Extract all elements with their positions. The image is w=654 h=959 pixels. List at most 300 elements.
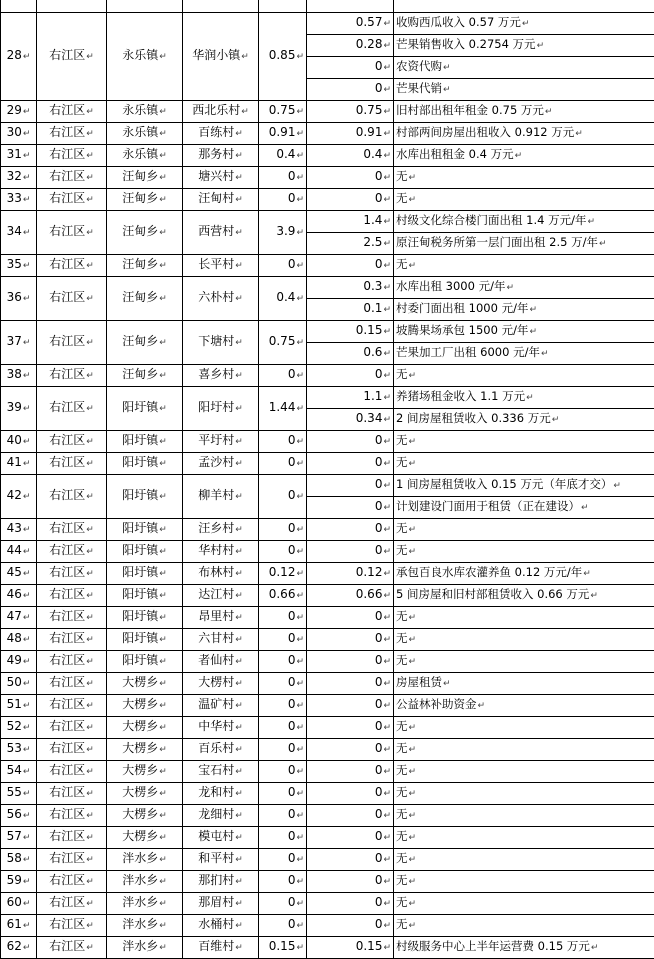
district-cell: 右江区↵ — [37, 167, 107, 189]
district-cell-text: 右江区 — [49, 631, 85, 645]
item-amount-cell-text: 0 — [375, 917, 383, 931]
item-description-cell: 无↵ — [394, 453, 654, 475]
item-description-cell-text: 无 — [396, 807, 408, 821]
town-cell-text: 永乐镇 — [122, 147, 158, 161]
item-amount-cell: 0↵ — [307, 849, 394, 871]
row-number: 52↵ — [1, 717, 37, 739]
total-income-cell-text: 0 — [288, 543, 296, 557]
village-cell-text: 布林村 — [198, 565, 234, 579]
town-cell-text: 阳圩镇 — [122, 609, 158, 623]
item-description-cell: 原汪甸税务所第一层门面出租 2.5 万/年↵ — [394, 233, 654, 255]
item-description-cell-text: 村委门面出租 1000 元/年 — [396, 301, 528, 315]
row-number: 48↵ — [1, 629, 37, 651]
town-cell-text: 大楞乡 — [122, 807, 158, 821]
item-amount-cell: 0↵ — [307, 519, 394, 541]
town-cell-text: 阳圩镇 — [122, 521, 158, 535]
village-cell: 百维村↵ — [183, 937, 259, 959]
item-amount-cell-text: 1.4 — [363, 213, 382, 227]
village-cell-text: 那扪村 — [198, 873, 234, 887]
item-amount-cell: 0↵ — [307, 475, 394, 497]
item-description-cell-text: 无 — [396, 543, 408, 557]
town-cell: 汪甸乡↵ — [107, 255, 183, 277]
district-cell-text: 右江区 — [49, 587, 85, 601]
item-amount-cell-text: 0 — [375, 543, 383, 557]
item-description-cell-text: 旧村部出租年租金 0.75 万元 — [396, 103, 544, 117]
table-row — [1, 541, 654, 563]
table-row-top-cut — [1, 0, 654, 13]
item-description-cell: 农资代购↵ — [394, 57, 654, 79]
town-cell: 泮水乡↵ — [107, 849, 183, 871]
table-row — [1, 255, 654, 277]
item-description-cell: 5 间房屋和旧村部租赁收入 0.66 万元↵ — [394, 585, 654, 607]
row-number-text: 62 — [7, 939, 22, 953]
table-row — [1, 431, 654, 453]
village-cell: 者仙村↵ — [183, 651, 259, 673]
row-number-text: 53 — [7, 741, 22, 755]
town-cell-text: 大楞乡 — [122, 829, 158, 843]
item-amount-cell: 0.3↵ — [307, 277, 394, 299]
district-cell-text: 右江区 — [49, 543, 85, 557]
item-description-cell: 村级文化综合楼门面出租 1.4 万元/年↵ — [394, 211, 654, 233]
town-cell-text: 大楞乡 — [122, 697, 158, 711]
town-cell-text: 阳圩镇 — [122, 543, 158, 557]
item-amount-cell-text: 0 — [375, 477, 383, 491]
table-row — [1, 475, 654, 497]
row-number-text: 45 — [7, 565, 22, 579]
table-row — [1, 937, 654, 959]
row-number: 57↵ — [1, 827, 37, 849]
row-number: 39↵ — [1, 387, 37, 431]
town-cell: 阳圩镇↵ — [107, 585, 183, 607]
town-cell: 大楞乡↵ — [107, 827, 183, 849]
item-description-cell: 芒果代销↵ — [394, 79, 654, 101]
item-amount-cell-text: 0.57 — [356, 15, 383, 29]
table-row — [1, 13, 654, 35]
town-cell-text: 大楞乡 — [122, 741, 158, 755]
district-cell-text: 右江区 — [49, 224, 85, 238]
table-row — [1, 387, 654, 409]
district-cell: 右江区↵ — [37, 387, 107, 431]
total-income-cell-text: 0.66 — [269, 587, 296, 601]
table-row — [1, 145, 654, 167]
item-description-cell-text: 1 间房屋租赁收入 0.15 万元（年底才交） — [396, 477, 612, 491]
total-income-cell: 0↵ — [259, 255, 307, 277]
item-amount-cell-text: 0 — [375, 807, 383, 821]
village-cell-text: 平圩村 — [198, 433, 234, 447]
item-amount-cell: 0.28↵ — [307, 35, 394, 57]
item-description-cell-text: 无 — [396, 917, 408, 931]
village-cell: 长平村↵ — [183, 255, 259, 277]
total-income-cell: 0↵ — [259, 651, 307, 673]
town-cell-text: 阳圩镇 — [122, 433, 158, 447]
item-description-cell-text: 5 间房屋和旧村部租赁收入 0.66 万元 — [396, 587, 589, 601]
item-amount-cell-text: 0 — [375, 433, 383, 447]
table-row — [1, 123, 654, 145]
village-cell-text: 那眉村 — [198, 895, 234, 909]
total-income-cell: 0↵ — [259, 761, 307, 783]
row-number: 47↵ — [1, 607, 37, 629]
district-cell-text: 右江区 — [49, 103, 85, 117]
row-number-text: 44 — [7, 543, 22, 557]
row-number-text: 60 — [7, 895, 22, 909]
item-description-cell-text: 承包百良水库农灌养鱼 0.12 万元/年 — [396, 565, 582, 579]
table-row — [1, 629, 654, 651]
district-cell-text: 右江区 — [49, 565, 85, 579]
total-income-cell: 0↵ — [259, 519, 307, 541]
village-cell-text: 龙和村 — [198, 785, 234, 799]
district-cell: 右江区↵ — [37, 937, 107, 959]
town-cell: 永乐镇↵ — [107, 13, 183, 101]
district-cell: 右江区↵ — [37, 123, 107, 145]
total-income-cell-text: 0 — [288, 807, 296, 821]
total-income-cell: 1.44↵ — [259, 387, 307, 431]
district-cell: 右江区↵ — [37, 827, 107, 849]
item-amount-cell-text: 1.1 — [363, 389, 382, 403]
row-number: 56↵ — [1, 805, 37, 827]
table-row — [1, 739, 654, 761]
row-number: 62↵ — [1, 937, 37, 959]
item-description-cell-text: 无 — [396, 719, 408, 733]
town-cell: 泮水乡↵ — [107, 871, 183, 893]
district-cell: 右江区↵ — [37, 563, 107, 585]
row-number: 37↵ — [1, 321, 37, 365]
row-number-text: 49 — [7, 653, 22, 667]
row-number-text: 38 — [7, 367, 22, 381]
item-description-cell: 芒果销售收入 0.2754 万元↵ — [394, 35, 654, 57]
village-cell: 孟沙村↵ — [183, 453, 259, 475]
item-amount-cell: 1.4↵ — [307, 211, 394, 233]
row-number: 53↵ — [1, 739, 37, 761]
row-number: 29↵ — [1, 101, 37, 123]
item-description-cell-text: 水库出租租金 0.4 万元 — [396, 147, 514, 161]
total-income-cell: 0↵ — [259, 849, 307, 871]
item-amount-cell: 0↵ — [307, 541, 394, 563]
total-income-cell-text: 0.4 — [276, 147, 295, 161]
total-income-cell-text: 0.4 — [276, 290, 295, 304]
item-amount-cell: 0.91↵ — [307, 123, 394, 145]
item-description-cell-text: 无 — [396, 785, 408, 799]
village-cell-text: 阳圩村 — [198, 400, 234, 414]
item-description-cell: 水库出租租金 0.4 万元↵ — [394, 145, 654, 167]
town-cell: 汪甸乡↵ — [107, 321, 183, 365]
table-row — [1, 607, 654, 629]
item-description-cell-text: 村级服务中心上半年运营费 0.15 万元 — [396, 939, 590, 953]
table-row — [1, 563, 654, 585]
item-description-cell-text: 无 — [396, 895, 408, 909]
town-cell: 泮水乡↵ — [107, 893, 183, 915]
item-description-cell: 无↵ — [394, 167, 654, 189]
total-income-cell: 0↵ — [259, 431, 307, 453]
item-description-cell-text: 养猪场租金收入 1.1 万元 — [396, 389, 525, 403]
total-income-cell-text: 0 — [288, 829, 296, 843]
town-cell-text: 阳圩镇 — [122, 565, 158, 579]
village-cell-text: 西营村 — [198, 224, 234, 238]
village-cell-text: 下塘村 — [198, 334, 234, 348]
village-cell-text: 宝石村 — [198, 763, 234, 777]
table-row — [1, 783, 654, 805]
item-amount-cell: 0↵ — [307, 629, 394, 651]
total-income-cell: 0.4↵ — [259, 145, 307, 167]
item-amount-cell: 0.75↵ — [307, 101, 394, 123]
district-cell: 右江区↵ — [37, 145, 107, 167]
item-description-cell-text: 水库出租 3000 元/年 — [396, 279, 505, 293]
row-number-text: 32 — [7, 169, 22, 183]
row-number: 34↵ — [1, 211, 37, 255]
district-cell-text: 右江区 — [49, 521, 85, 535]
item-amount-cell-text: 0 — [375, 169, 383, 183]
item-description-cell: 村委门面出租 1000 元/年↵ — [394, 299, 654, 321]
town-cell: 永乐镇↵ — [107, 101, 183, 123]
item-description-cell-text: 公益林补助资金 — [396, 697, 477, 711]
village-cell: 阳圩村↵ — [183, 387, 259, 431]
town-cell-text: 大楞乡 — [122, 763, 158, 777]
district-cell-text: 右江区 — [49, 169, 85, 183]
total-income-cell-text: 0.12 — [269, 565, 296, 579]
item-amount-cell-text: 0 — [375, 785, 383, 799]
town-cell: 永乐镇↵ — [107, 123, 183, 145]
row-number-text: 51 — [7, 697, 22, 711]
item-description-cell: 无↵ — [394, 629, 654, 651]
district-cell-text: 右江区 — [49, 653, 85, 667]
town-cell: 阳圩镇↵ — [107, 475, 183, 519]
district-cell: 右江区↵ — [37, 629, 107, 651]
total-income-cell: 0.75↵ — [259, 101, 307, 123]
district-cell-text: 右江区 — [49, 719, 85, 733]
item-amount-cell-text: 0 — [375, 59, 383, 73]
town-cell: 大楞乡↵ — [107, 739, 183, 761]
item-amount-cell-text: 0 — [375, 499, 383, 513]
item-amount-cell-text: 0 — [375, 719, 383, 733]
village-cell: 水桶村↵ — [183, 915, 259, 937]
town-cell: 阳圩镇↵ — [107, 651, 183, 673]
district-cell-text: 右江区 — [49, 367, 85, 381]
village-cell: 汪甸村↵ — [183, 189, 259, 211]
town-cell: 汪甸乡↵ — [107, 277, 183, 321]
item-description-cell: 无↵ — [394, 519, 654, 541]
item-amount-cell-text: 0 — [375, 895, 383, 909]
item-amount-cell-text: 0.6 — [363, 345, 382, 359]
item-description-cell-text: 2 间房屋租赁收入 0.336 万元 — [396, 411, 551, 425]
item-description-cell: 无↵ — [394, 915, 654, 937]
row-number-text: 37 — [7, 334, 22, 348]
item-description-cell: 收购西瓜收入 0.57 万元↵ — [394, 13, 654, 35]
row-number: 30↵ — [1, 123, 37, 145]
item-amount-cell: 0↵ — [307, 827, 394, 849]
total-income-cell: 3.9↵ — [259, 211, 307, 255]
town-cell: 汪甸乡↵ — [107, 211, 183, 255]
item-amount-cell: 0↵ — [307, 57, 394, 79]
total-income-cell: 0↵ — [259, 827, 307, 849]
village-cell-text: 六朴村 — [198, 290, 234, 304]
item-description-cell-text: 无 — [396, 257, 408, 271]
row-number-text: 61 — [7, 917, 22, 931]
item-description-cell: 无↵ — [394, 805, 654, 827]
item-description-cell: 无↵ — [394, 607, 654, 629]
town-cell: 阳圩镇↵ — [107, 607, 183, 629]
town-cell: 大楞乡↵ — [107, 805, 183, 827]
district-cell: 右江区↵ — [37, 541, 107, 563]
table-row — [1, 365, 654, 387]
row-number-text: 50 — [7, 675, 22, 689]
item-amount-cell: 0↵ — [307, 739, 394, 761]
item-description-cell-text: 芒果加工厂出租 6000 元/年 — [396, 345, 540, 359]
total-income-cell: 0↵ — [259, 783, 307, 805]
item-description-cell-text: 无 — [396, 873, 408, 887]
item-amount-cell: 0.12↵ — [307, 563, 394, 585]
item-description-cell: 公益林补助资金↵ — [394, 695, 654, 717]
village-cell-text: 中华村 — [198, 719, 234, 733]
table-row — [1, 849, 654, 871]
town-cell: 汪甸乡↵ — [107, 167, 183, 189]
district-cell: 右江区↵ — [37, 893, 107, 915]
district-cell-text: 右江区 — [49, 334, 85, 348]
item-amount-cell: 0↵ — [307, 651, 394, 673]
town-cell-text: 汪甸乡 — [122, 224, 158, 238]
item-description-cell: 无↵ — [394, 255, 654, 277]
total-income-cell-text: 0 — [288, 653, 296, 667]
district-cell-text: 右江区 — [49, 873, 85, 887]
row-number-text: 29 — [7, 103, 22, 117]
district-cell-text: 右江区 — [49, 939, 85, 953]
total-income-cell: 0.85↵ — [259, 13, 307, 101]
district-cell-text: 右江区 — [49, 488, 85, 502]
town-cell: 阳圩镇↵ — [107, 629, 183, 651]
row-number: 59↵ — [1, 871, 37, 893]
item-description-cell-text: 计划建设门面用于租赁（正在建设） — [396, 499, 580, 513]
row-number: 61↵ — [1, 915, 37, 937]
village-cell-text: 华润小镇 — [192, 48, 240, 62]
district-cell-text: 右江区 — [49, 125, 85, 139]
village-cell: 六甘村↵ — [183, 629, 259, 651]
row-number-text: 59 — [7, 873, 22, 887]
row-number-text: 47 — [7, 609, 22, 623]
item-amount-cell: 0↵ — [307, 695, 394, 717]
town-cell-text: 阳圩镇 — [122, 653, 158, 667]
village-cell: 大楞村↵ — [183, 673, 259, 695]
item-description-cell: 无↵ — [394, 651, 654, 673]
district-cell: 右江区↵ — [37, 849, 107, 871]
village-cell: 华村村↵ — [183, 541, 259, 563]
item-description-cell-text: 原汪甸税务所第一层门面出租 2.5 万/年 — [396, 235, 598, 249]
town-cell: 阳圩镇↵ — [107, 387, 183, 431]
item-description-cell-text: 无 — [396, 631, 408, 645]
item-description-cell: 无↵ — [394, 849, 654, 871]
item-amount-cell: 0↵ — [307, 915, 394, 937]
town-cell: 大楞乡↵ — [107, 783, 183, 805]
row-number: 42↵ — [1, 475, 37, 519]
district-cell: 右江区↵ — [37, 519, 107, 541]
total-income-cell: 0↵ — [259, 717, 307, 739]
district-cell: 右江区↵ — [37, 651, 107, 673]
item-description-cell: 村级服务中心上半年运营费 0.15 万元↵ — [394, 937, 654, 959]
item-amount-cell: 0↵ — [307, 871, 394, 893]
total-income-cell-text: 0 — [288, 675, 296, 689]
village-cell-text: 那务村 — [198, 147, 234, 161]
item-amount-cell: 0↵ — [307, 607, 394, 629]
village-cell-text: 长平村 — [198, 257, 234, 271]
district-cell-text: 右江区 — [49, 829, 85, 843]
row-number-text: 43 — [7, 521, 22, 535]
town-cell-text: 永乐镇 — [122, 125, 158, 139]
item-description-cell: 无↵ — [394, 783, 654, 805]
item-amount-cell: 0.34↵ — [307, 409, 394, 431]
town-cell: 汪甸乡↵ — [107, 365, 183, 387]
table-row — [1, 585, 654, 607]
town-cell-text: 泮水乡 — [122, 895, 158, 909]
town-cell: 泮水乡↵ — [107, 937, 183, 959]
item-amount-cell-text: 0.75 — [356, 103, 383, 117]
row-number-text: 41 — [7, 455, 22, 469]
item-amount-cell-text: 0.91 — [356, 125, 383, 139]
town-cell: 大楞乡↵ — [107, 717, 183, 739]
row-number-text: 33 — [7, 191, 22, 205]
town-cell-text: 汪甸乡 — [122, 191, 158, 205]
item-description-cell-text: 无 — [396, 609, 408, 623]
village-cell: 宝石村↵ — [183, 761, 259, 783]
total-income-cell: 0↵ — [259, 805, 307, 827]
village-cell: 温矿村↵ — [183, 695, 259, 717]
table-row — [1, 519, 654, 541]
item-amount-cell: 0.4↵ — [307, 145, 394, 167]
table-row — [1, 453, 654, 475]
total-income-cell: 0.75↵ — [259, 321, 307, 365]
town-cell: 大楞乡↵ — [107, 673, 183, 695]
village-cell: 喜乡村↵ — [183, 365, 259, 387]
item-amount-cell: 0.15↵ — [307, 937, 394, 959]
row-number-text: 39 — [7, 400, 22, 414]
item-description-cell: 村部两间房屋出租收入 0.912 万元↵ — [394, 123, 654, 145]
item-description-cell-text: 村级文化综合楼门面出租 1.4 万元/年 — [396, 213, 586, 227]
village-cell: 柳羊村↵ — [183, 475, 259, 519]
town-cell-text: 阳圩镇 — [122, 455, 158, 469]
district-cell: 右江区↵ — [37, 453, 107, 475]
row-number: 28↵ — [1, 13, 37, 101]
item-amount-cell-text: 0 — [375, 631, 383, 645]
total-income-cell: 0↵ — [259, 541, 307, 563]
item-description-cell: 无↵ — [394, 717, 654, 739]
town-cell-text: 大楞乡 — [122, 675, 158, 689]
district-cell-text: 右江区 — [49, 48, 85, 62]
total-income-cell: 0↵ — [259, 893, 307, 915]
table-body — [1, 0, 654, 959]
item-amount-cell-text: 0.12 — [356, 565, 383, 579]
item-amount-cell-text: 0.4 — [363, 147, 382, 161]
village-cell: 百乐村↵ — [183, 739, 259, 761]
district-cell: 右江区↵ — [37, 585, 107, 607]
total-income-cell-text: 0 — [288, 191, 296, 205]
district-cell: 右江区↵ — [37, 255, 107, 277]
item-description-cell-text: 收购西瓜收入 0.57 万元 — [396, 15, 521, 29]
row-number-text: 58 — [7, 851, 22, 865]
village-cell-text: 西北乐村 — [192, 103, 240, 117]
item-amount-cell: 0↵ — [307, 783, 394, 805]
row-number-text: 48 — [7, 631, 22, 645]
item-amount-cell-text: 0 — [375, 829, 383, 843]
town-cell-text: 永乐镇 — [122, 103, 158, 117]
village-cell-text: 百练村 — [198, 125, 234, 139]
total-income-cell-text: 0.75 — [269, 103, 296, 117]
table-row — [1, 167, 654, 189]
village-cell: 和平村↵ — [183, 849, 259, 871]
total-income-cell: 0↵ — [259, 695, 307, 717]
district-cell: 右江区↵ — [37, 915, 107, 937]
item-amount-cell: 0↵ — [307, 453, 394, 475]
item-description-cell-text: 村部两间房屋出租收入 0.912 万元 — [396, 125, 574, 139]
item-amount-cell-text: 0.34 — [356, 411, 383, 425]
town-cell: 汪甸乡↵ — [107, 189, 183, 211]
district-cell-text: 右江区 — [49, 851, 85, 865]
town-cell-text: 阳圩镇 — [122, 400, 158, 414]
